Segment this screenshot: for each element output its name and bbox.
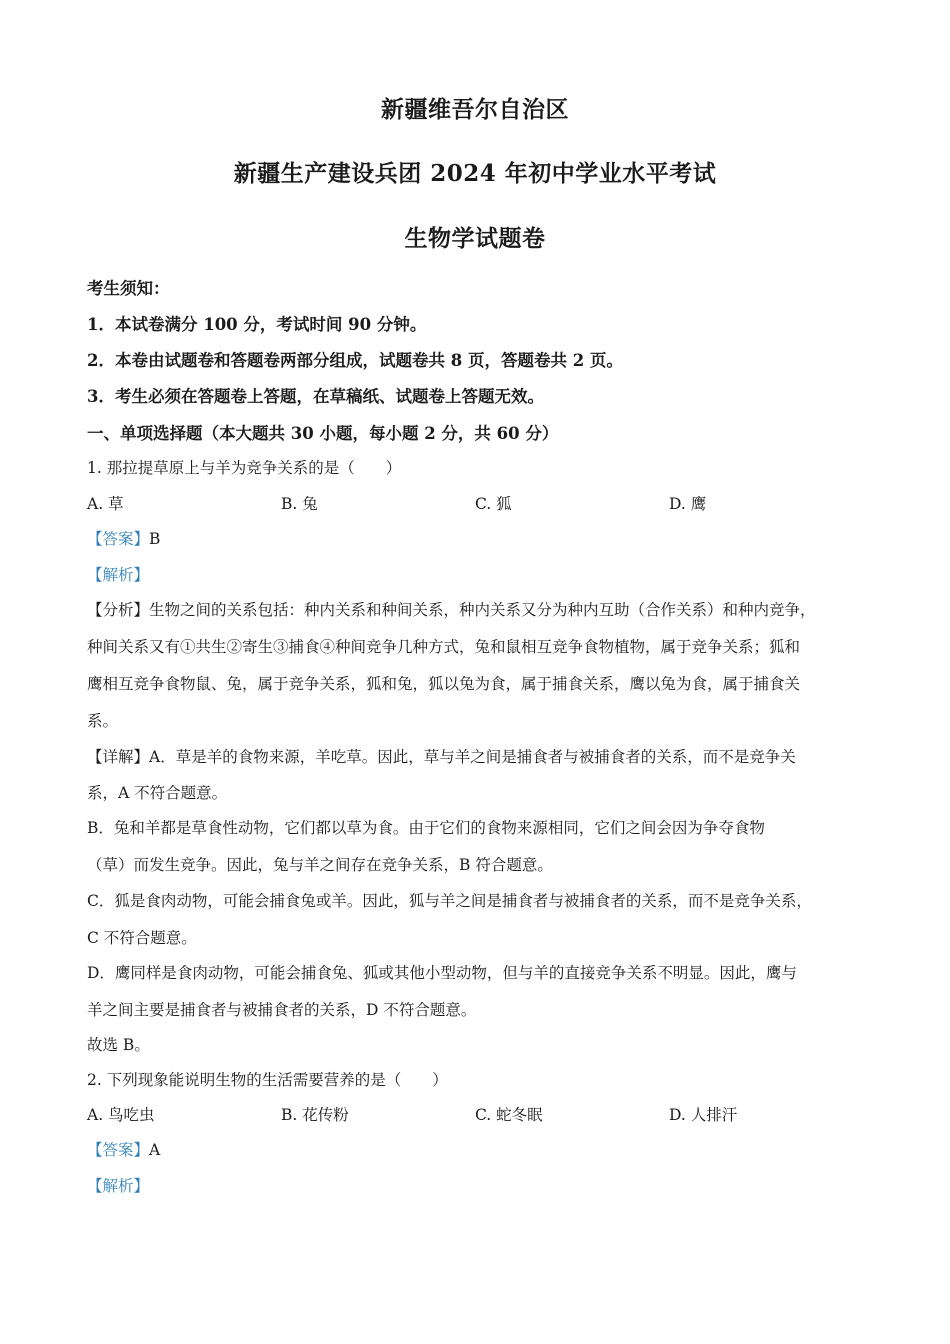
q2-option-b: B. 花传粉 bbox=[281, 1106, 349, 1124]
q1-answer-tag: 【答案】 bbox=[87, 530, 150, 548]
question-2-stem: 2. 下列现象能说明生物的生活需要营养的是（ ） bbox=[87, 1071, 448, 1089]
q1-analysis-line: D．鹰同样是食肉动物，可能会捕食兔、狐或其他小型动物，但与羊的直接竞争关系不明显。因此，鹰与 bbox=[87, 964, 797, 982]
q1-answer-value: B bbox=[149, 530, 161, 548]
q1-option-a: A. 草 bbox=[87, 495, 124, 513]
q2-answer-tag: 【答案】 bbox=[87, 1141, 150, 1159]
q1-analysis-line: 系，A 不符合题意。 bbox=[87, 784, 228, 802]
q1-analysis-line: 故选 B。 bbox=[87, 1036, 150, 1054]
q2-option-a: A. 鸟吃虫 bbox=[87, 1106, 155, 1124]
q1-option-b: B. 兔 bbox=[281, 495, 318, 513]
q1-analysis-line: C 不符合题意。 bbox=[87, 929, 197, 947]
q1-answer bbox=[87, 527, 160, 549]
question-1-stem: 1. 那拉提草原上与羊为竞争关系的是（ ） bbox=[87, 459, 402, 477]
q2-option-c: C. 蛇冬眠 bbox=[475, 1106, 543, 1124]
q1-analysis-line: 鹰相互竞争食物鼠、兔，属于竞争关系，狐和兔，狐以兔为食，属于捕食关系，鹰以兔为食，属于捕食关 bbox=[87, 675, 801, 693]
q1-analysis-line: 【详解】A．草是羊的食物来源，羊吃草。因此，草与羊之间是捕食者与被捕食者的关系，而不是竞争关 bbox=[87, 748, 796, 766]
notice-heading: 考生须知： bbox=[87, 279, 170, 298]
q1-analysis-line: B．兔和羊都是草食性动物，它们都以草为食。由于它们的食物来源相同，它们之间会因为争夺食物 bbox=[87, 819, 765, 837]
q1-analysis-line: 【分析】生物之间的关系包括：种内关系和种间关系，种内关系又分为种内互助（合作关系）和种内竞争， bbox=[87, 601, 816, 619]
q2-analysis-tag: 【解析】 bbox=[87, 1177, 150, 1195]
q2-answer-value: A bbox=[149, 1141, 161, 1159]
q2-answer bbox=[87, 1138, 160, 1160]
title-exam: 新疆生产建设兵团 2024 年初中学业水平考试 bbox=[233, 160, 717, 187]
q1-option-d: D. 鹰 bbox=[669, 495, 707, 513]
notice-item-2: 2．本卷由试题卷和答题卷两部分组成，试题卷共 8 页，答题卷共 2 页。 bbox=[87, 351, 623, 370]
q2-option-d: D. 人排汗 bbox=[669, 1106, 738, 1124]
q1-analysis-tag: 【解析】 bbox=[87, 566, 150, 584]
title-region: 新疆维吾尔自治区 bbox=[381, 96, 569, 123]
q1-analysis-line: 羊之间主要是捕食者与被捕食者的关系，D 不符合题意。 bbox=[87, 1001, 477, 1019]
notice-item-1: 1．本试卷满分 100 分，考试时间 90 分钟。 bbox=[87, 315, 427, 334]
q1-analysis-line: （草）而发生竞争。因此，兔与羊之间存在竞争关系，B 符合题意。 bbox=[87, 856, 553, 874]
notice-item-3: 3．考生必须在答题卷上答题，在草稿纸、试题卷上答题无效。 bbox=[87, 387, 544, 406]
title-subject: 生物学试题卷 bbox=[404, 225, 546, 252]
q1-analysis-line: 系。 bbox=[87, 712, 119, 730]
section-heading: 一、单项选择题（本大题共 30 小题，每小题 2 分，共 60 分） bbox=[87, 424, 559, 443]
q1-option-c: C. 狐 bbox=[475, 495, 512, 513]
q1-analysis-line: C．狐是食肉动物，可能会捕食兔或羊。因此，狐与羊之间是捕食者与被捕食者的关系，而不是竞争关系， bbox=[87, 892, 812, 910]
q1-analysis-line: 种间关系又有①共生②寄生③捕食④种间竞争几种方式，兔和鼠相互竞争食物植物，属于竞争关系；狐和 bbox=[87, 638, 801, 656]
